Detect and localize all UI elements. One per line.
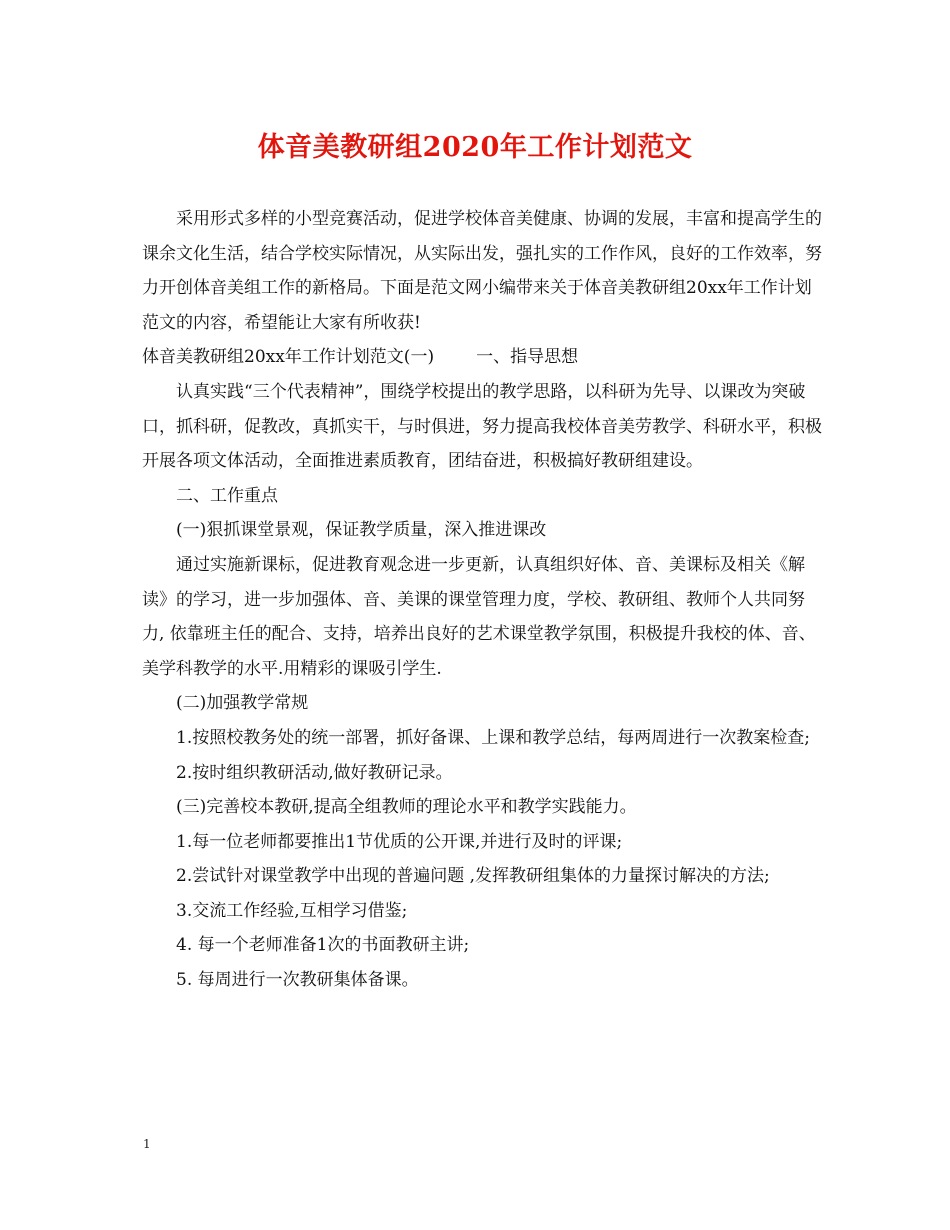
subsection1-heading: (一)狠抓课堂景观，保证教学质量，深入推进课改 xyxy=(176,520,547,541)
subsection3-heading: (三)完善校本教研,提高全组教师的理论水平和教学实践能力。 xyxy=(176,797,637,818)
intro-paragraph: 采用形式多样的小型竞赛活动，促进学校体音美健康、协调的发展，丰富和提高学生的课余文化生活，结合学校实际情况，从实际出发，强扎实的工作作风，良好的工作效率，努力开创体音美组工作的新格局。下面是范文网小编带来关于体音美教研组20xx年工作计划范文的内容，希望能让大家有所收获! xyxy=(142,209,822,333)
subsection2-item-1: 1.按照校教务处的统一部署，抓好备课、上课和教学总结，每两周进行一次教案检查; xyxy=(176,727,810,748)
section2-heading: 二、工作重点 xyxy=(176,485,278,506)
section1-heading: 一、指导思想 xyxy=(476,347,579,368)
page-number: 1 xyxy=(143,1137,151,1151)
section1-paragraph: 认真实践“三个代表精神”，围绕学校提出的教学思路，以科研为先导、以课改为突破口，抓科研，促教改，真抓实干，与时俱进，努力提高我校体音美劳教学、科研水平，积极开展各项文体活动，全面推进素质教育，团结奋进，积极搞好教研组建设。 xyxy=(142,381,822,472)
subsection3-item-4: 4. 每一个老师准备1次的书面教研主讲; xyxy=(176,935,470,956)
subsection3-item-1: 1.每一位老师都要推出1节优质的公开课,并进行及时的评课; xyxy=(176,831,623,852)
subtitle-text: 体音美教研组20xx年工作计划范文(一) xyxy=(142,347,435,368)
subsection1-paragraph: 通过实施新课标，促进教育观念进一步更新，认真组织好体、音、美课标及相关《解读》的学习，进一步加强体、音、美课的课堂管理力度，学校、教研组、教师个人共同努力, 依靠班主任的配合、支持，培养出良好的艺术课堂教学氛围，积极提升我校的体、音、美学科教学的水平.用精彩的课吸引学生. xyxy=(142,554,816,679)
document-body xyxy=(142,202,822,998)
subsection2-item-2: 2.按时组织教研活动,做好教研记录。 xyxy=(176,762,453,783)
subsection3-item-3: 3.交流工作经验,互相学习借鉴; xyxy=(176,900,408,921)
subsection3-item-2: 2.尝试针对课堂教学中出现的普遍问题 ,发挥教研组集体的力量探讨解决的方法; xyxy=(176,866,770,887)
subsection2-heading: (二)加强教学常规 xyxy=(176,693,309,714)
subtitle-line xyxy=(142,340,822,375)
document-title: 体音美教研组2020年工作计划范文 xyxy=(257,132,693,163)
subsection3-item-5: 5. 每周进行一次教研集体备课。 xyxy=(176,970,419,991)
